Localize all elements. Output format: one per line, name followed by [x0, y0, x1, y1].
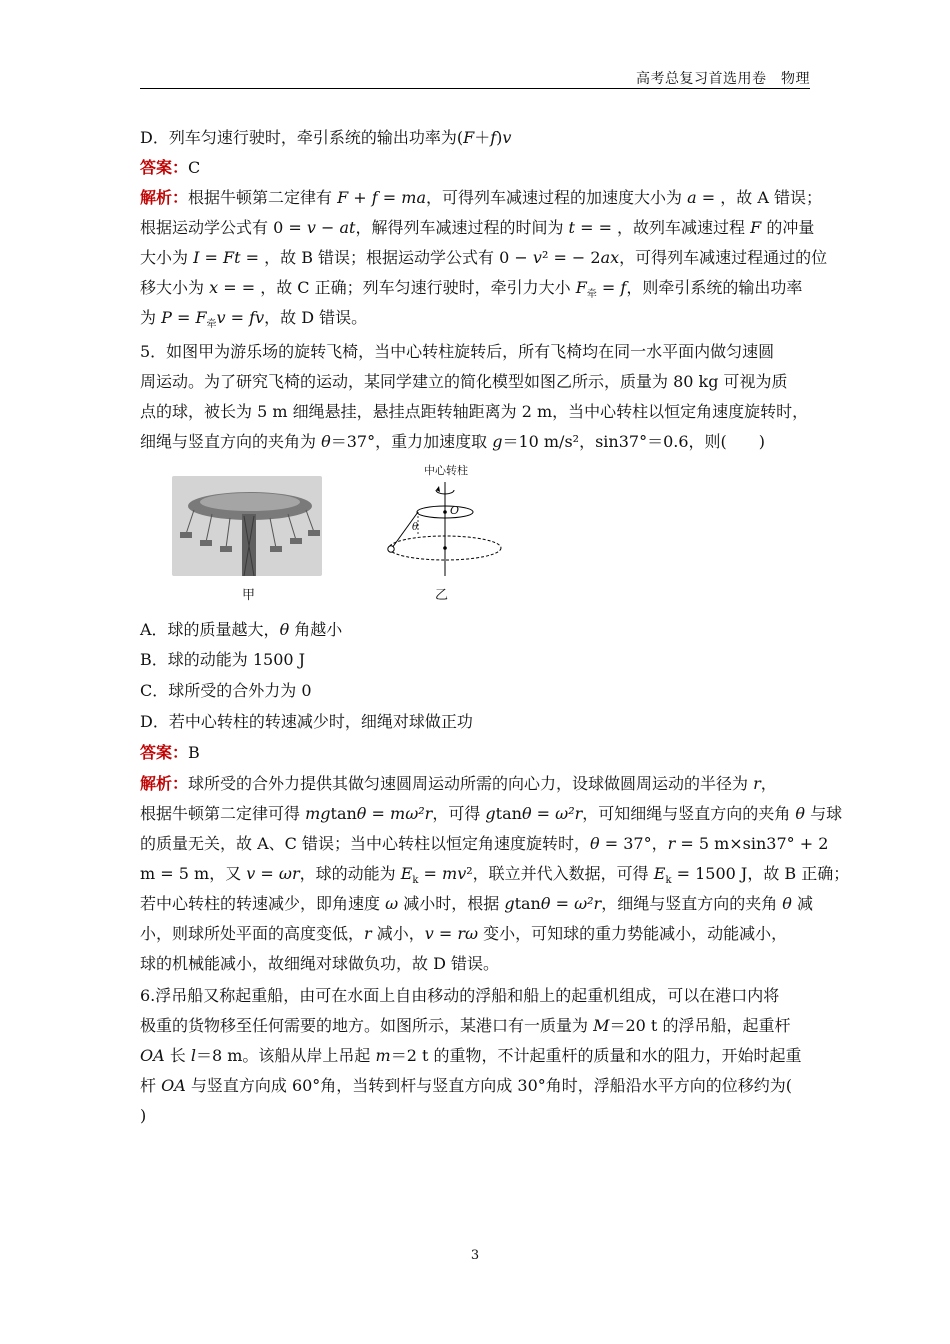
q5-analysis-line-4: m = 5 m，又 v = ωr，球的动能为 $E_k = mv^2$，联立并代入数据，可得 $E_k = 1500$ J，故 B 正确； — [140, 864, 850, 887]
model-diagram — [352, 464, 512, 580]
header-title: 高考总复习首选用卷 物理 — [636, 71, 810, 87]
q4-option-d: D．列车匀速行驶时，牵引系统的输出功率为(F＋f)v — [140, 128, 512, 147]
q5-stem-line-1: 5．如图甲为游乐场的旋转飞椅，当中心转柱旋转后，所有飞椅均在同一水平面内做匀速圆 — [140, 342, 775, 361]
q5-stem-line-4: 细绳与竖直方向的夹角为 θ＝37°，重力加速度取 g＝10 m/s²，sin37°＝0.6，则( ) — [140, 432, 765, 451]
q5-stem-line-3: 点的球，被长为 5 m 细绳悬挂，悬挂点距转轴距离为 2 m，当中心转柱以恒定角速度旋转时， — [140, 402, 809, 421]
axis-label: 中心转柱 — [424, 464, 468, 477]
q5-analysis-line-6: 小，则球所处平面的高度变低，r 减小，v = rω 变小，可知球的重力势能减小，动能减小， — [140, 924, 788, 943]
q6-stem-line-3: OA 长 l＝8 m。该船从岸上吊起 m＝2 t 的重物，不计起重杆的质量和水的阻力，开始时起重 — [140, 1046, 802, 1065]
q4-analysis-line-5: 为 $P = F_牵v$ = fv，故 D 错误。 — [140, 308, 368, 331]
q5-analysis-line-5: 若中心转柱的转速减少，即角速度 ω 减小时，根据 gtanθ = ω²r，细绳与竖直方向的夹角 θ 减 — [140, 894, 814, 913]
q4-analysis-line-2: 根据运动学公式有 0 = v − at，解得列车减速过程的时间为 t = = ，故列车减速过程 F 的冲量 — [140, 218, 815, 237]
q6-stem-line-1: 6.浮吊船又称起重船，由可在水面上自由移动的浮船和船上的起重机组成，可以在港口内将 — [140, 986, 780, 1005]
q4-analysis-line-1: 解析：根据牛顿第二定律有 F + f = ma，可得列车减速过程的加速度大小为 a = ，故 A 错误； — [140, 188, 822, 207]
diagram-caption: 乙 — [435, 588, 449, 603]
angle-theta-label: θ — [412, 522, 419, 533]
q5-option-a: A．球的质量越大，θ 角越小 — [140, 620, 343, 639]
header-rule — [140, 88, 810, 89]
page-number: 3 — [470, 1248, 480, 1263]
q4-answer: 答案：C — [140, 158, 201, 177]
q6-stem-line-4: 杆 OA 与竖直方向成 60°角，当转到杆与竖直方向成 30°角时，浮船沿水平方向的位移约为( — [140, 1076, 792, 1095]
q5-analysis-line-2: 根据牛顿第二定律可得 mgtanθ = mω²r，可得 gtanθ = ω²r，可知细绳与竖直方向的夹角 θ 与球 — [140, 804, 843, 823]
q4-analysis-line-3: 大小为 I = Ft = ，故 B 错误；根据运动学公式有 0 − v² = − 2ax，可得列车减速过程通过的位 — [140, 248, 828, 267]
q5-analysis-line-3: 的质量无关，故 A、C 错误；当中心转柱以恒定角速度旋转时，θ = 37°，r = 5 m×sin37° + 2 — [140, 834, 829, 853]
swing-ride-photo — [172, 476, 322, 576]
q6-stem-line-5: ) — [140, 1106, 147, 1125]
q5-analysis-line-1: 解析：球所受的合外力提供其做匀速圆周运动所需的向心力，设球做圆周运动的半径为 r， — [140, 774, 777, 793]
model-diagram-graphic — [352, 468, 512, 580]
q6-stem-line-2: 极重的货物移至任何需要的地方。如图所示，某港口有一质量为 M＝20 t 的浮吊船，起重杆 — [140, 1016, 791, 1035]
q5-option-d: D．若中心转柱的转速减少时，细绳对球做正功 — [140, 712, 473, 731]
q4-analysis-line-4: 移大小为 x = = ，故 C 正确；列车匀速行驶时，牵引力大小 $F_牵 = f$，则牵引系统的输出功率 — [140, 278, 803, 301]
q5-figures — [172, 464, 512, 608]
swing-ride-photo-graphic — [172, 476, 322, 576]
q5-option-c: C．球所受的合外力为 0 — [140, 681, 312, 700]
q5-analysis-line-7: 球的机械能减小，故细绳对球做负功，故 D 错误。 — [140, 954, 500, 973]
photo-caption: 甲 — [242, 588, 256, 603]
q5-answer: 答案：B — [140, 743, 200, 762]
q5-option-b: B．球的动能为 1500 J — [140, 650, 306, 669]
point-o-label: O — [450, 504, 460, 517]
q5-stem-line-2: 周运动。为了研究飞椅的运动，某同学建立的简化模型如图乙所示，质量为 80 kg 可视为质 — [140, 372, 788, 391]
